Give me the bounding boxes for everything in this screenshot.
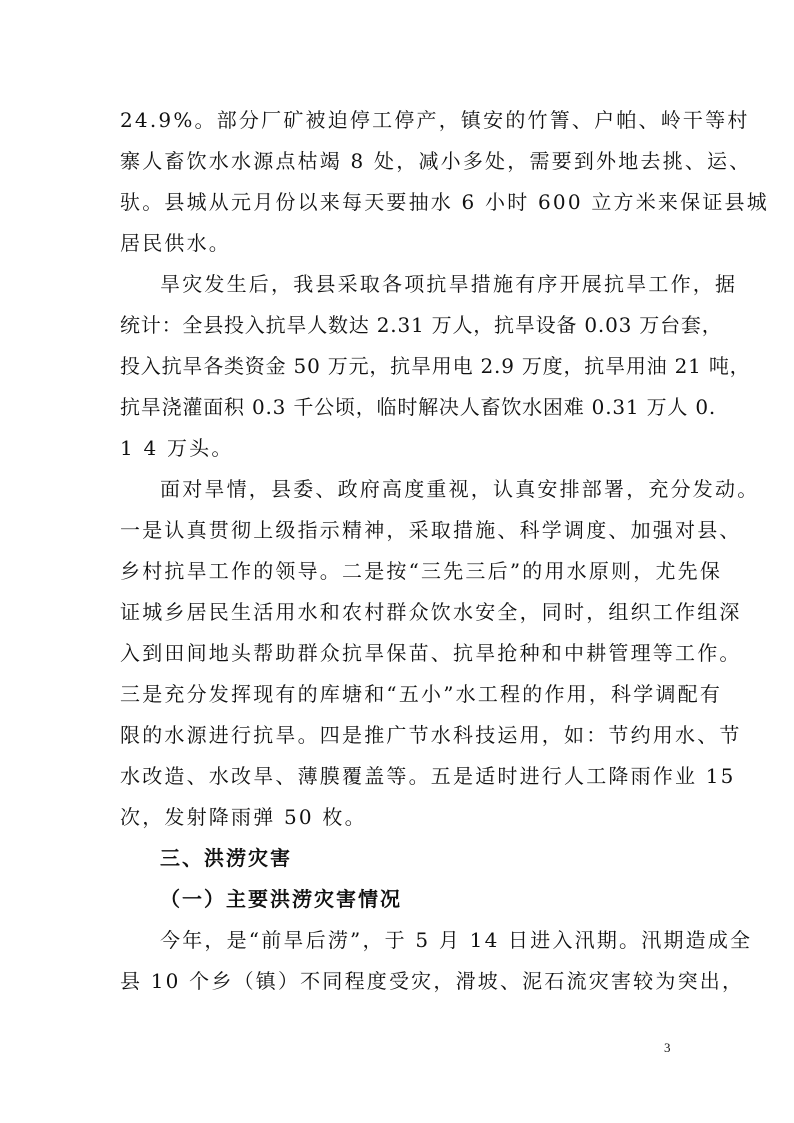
paragraph-line: 今年，是“前旱后涝”，于 5 月 14 日进入汛期。汛期造成全	[160, 928, 753, 952]
paragraph-line: 次，发射降雨弹 50 枚。	[120, 805, 367, 829]
paragraph-line: 投入抗旱各类资金 50 万元，抗旱用电 2.9 万度，抗旱用油 21 吨，	[120, 354, 751, 378]
paragraph-line: 入到田间地头帮助群众抗旱保苗、抗旱抢种和中耕管理等工作。	[120, 641, 742, 665]
paragraph-line: 寨人畜饮水水源点枯竭 8 处，减小多处，需要到外地去挑、运、	[120, 149, 752, 173]
page-number: 3	[664, 1040, 671, 1055]
paragraph-line: 统计：全县投入抗旱人数达 2.31 万人，抗旱设备 0.03 万台套，	[120, 313, 723, 337]
paragraph-line: 抗旱浇灌面积 0.3 千公顷，临时解决人畜饮水困难 0.31 万人 0.	[120, 395, 717, 419]
paragraph-line: 乡村抗旱工作的领导。二是按“三先三后”的用水原则，尤先保	[120, 559, 723, 583]
paragraph-line: 一是认真贯彻上级指示精神，采取措施、科学调度、加强对县、	[120, 518, 742, 542]
paragraph-line: 水改造、水改旱、薄膜覆盖等。五是适时进行人工降雨作业 15	[120, 764, 736, 788]
paragraph-line: 面对旱情，县委、政府高度重视，认真安排部署，充分发动。	[160, 477, 760, 501]
subsection-heading: （一）主要洪涝灾害情况	[160, 887, 402, 911]
paragraph-line: 县 10 个乡（镇）不同程度受灾，滑坡、泥石流灾害较为突出，	[120, 969, 745, 993]
paragraph-line: 驮。县城从元月份以来每天要抽水 6 小时 600 立方米来保证县城	[120, 190, 769, 214]
paragraph-line: 证城乡居民生活用水和农村群众饮水安全，同时，组织工作组深	[120, 600, 742, 624]
paragraph-line: 旱灾发生后，我县采取各项抗旱措施有序开展抗旱工作，据	[160, 272, 738, 296]
paragraph-line: 24.9%。部分厂矿被迫停工停产，镇安的竹箐、户帕、岭干等村	[120, 108, 750, 132]
paragraph-line: 三是充分发挥现有的库塘和“五小”水工程的作用，科学调配有	[120, 682, 723, 706]
paragraph-line: 1 4 万头。	[120, 436, 234, 460]
section-heading: 三、洪涝灾害	[160, 846, 292, 870]
paragraph-line: 居民供水。	[120, 231, 231, 255]
paragraph-line: 限的水源进行抗旱。四是推广节水科技运用，如：节约用水、节	[120, 723, 742, 747]
